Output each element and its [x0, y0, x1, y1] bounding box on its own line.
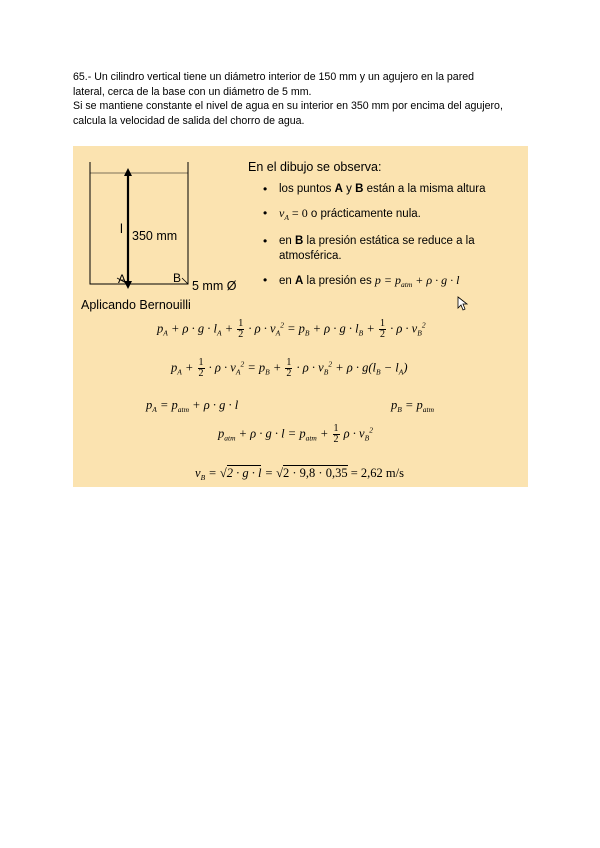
equation-pb: $p_B = p_{atm}$ [391, 398, 435, 414]
l-label: l [120, 221, 123, 236]
cylinder-outline [90, 162, 188, 284]
height-label: 350 mm [132, 229, 178, 243]
solution-panel [73, 146, 528, 487]
point-b-marker [182, 278, 188, 284]
formula-pa: $p = p_{atm} + \rho \cdot g \cdot l$ [374, 273, 460, 289]
problem-statement [73, 70, 543, 128]
result-value: 2,62 m/s [360, 466, 404, 480]
point-a-label: A [118, 272, 127, 286]
observation-pressure-a: • en A la presión es $p = p_{atm} + \rho \cdot g \cdot l$ [261, 273, 521, 292]
height-arrow-head-top [124, 168, 132, 176]
observations-title: En el dibujo se observa: [248, 160, 382, 174]
bernouilli-heading: Aplicando Bernouilli [81, 298, 191, 312]
equation-substituted: $p_{atm} + \rho \cdot g \cdot l = p_{atm}$ + $\frac{1}{2}$ $\rho \cdot v_B^2$ [218, 423, 373, 445]
observation-velocity-a: • $v_A = 0$ o prácticamente nula. [261, 206, 521, 225]
equation-bernouilli: $p_A + \rho \cdot g \cdot l_A$ + $\frac{1}{2}$ · $\rho \cdot v_A^2 = p_B + \rho \cdot g \cdot l_B$ + $\frac{1}{2}$ · $\rho \cdot v_B^2$ [157, 318, 426, 340]
problem-line-3: Si se mantiene constante el nivel de agua en su interior en 350 mm por encima del agujero, [73, 100, 503, 113]
equation-rearranged: $p_A$ + $\frac{1}{2}$ · $\rho \cdot v_A^2 = p_B$ + $\frac{1}{2}$ · $\rho \cdot v_B^2 + \rho \cdot g(l_B - l_A)$ [171, 357, 408, 379]
observation-same-height: • los puntos A y B están a la misma altura [261, 182, 521, 197]
problem-line-2: lateral, cerca de la base con un diámetro de 5 mm. [73, 85, 312, 98]
problem-line-1: 65.- Un cilindro vertical tiene un diámetro interior de 150 mm y un agujero en la pared [73, 71, 475, 83]
point-b-label: B [173, 271, 182, 285]
formula-va-zero: $v_A = 0$ [279, 206, 308, 222]
equation-result: $v_B = √2 \cdot g \cdot l = √2 \cdot 9,8 \cdot 0,35 = 2,62$ m/s [195, 466, 404, 482]
problem-line-4: calcula la velocidad de salida del chorro de agua. [73, 114, 305, 127]
hole-label: 5 mm Ø [192, 279, 237, 293]
observations-list [261, 182, 521, 301]
equation-pa: $p_A = p_{atm} + \rho \cdot g \cdot l$ [146, 398, 239, 414]
cylinder-diagram [73, 146, 248, 296]
mouse-cursor-icon [457, 296, 469, 312]
observation-pressure-b: • en B la presión estática se reduce a la atmosférica. [261, 234, 521, 264]
